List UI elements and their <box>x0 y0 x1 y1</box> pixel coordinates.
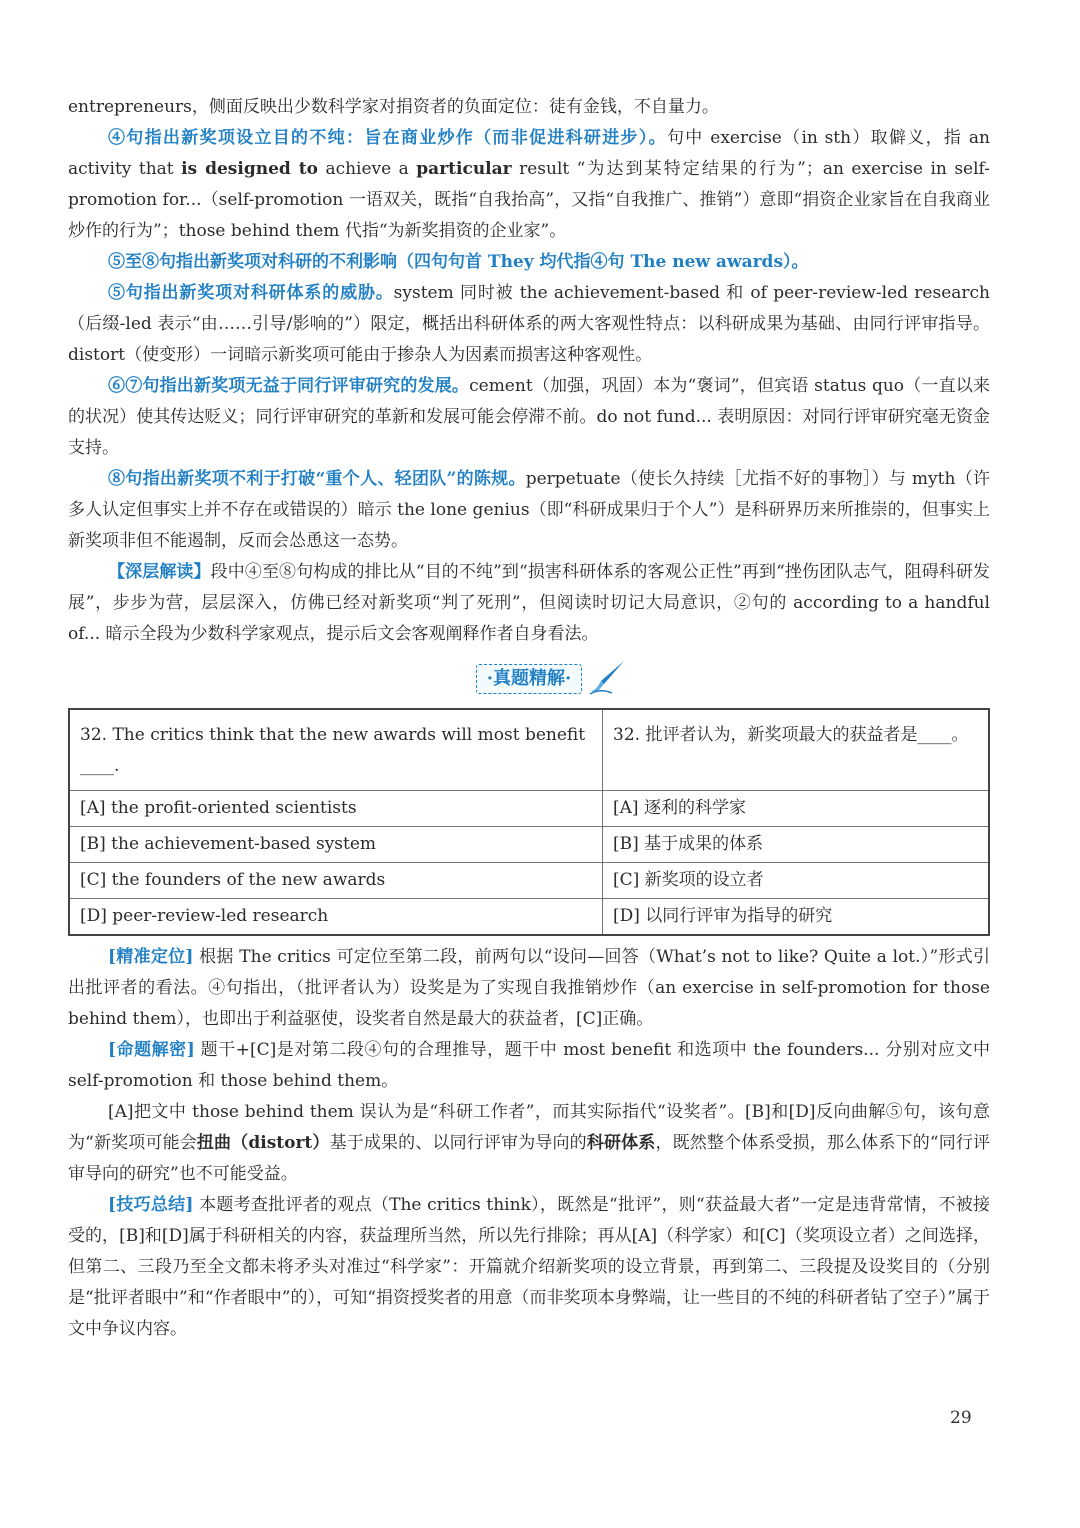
deep-reading-tag: 【深层解读】 <box>108 562 211 582</box>
question-stem-zh: 32. 批评者认为，新奖项最大的获益者是____。 <box>603 709 990 791</box>
point-heading-6-7: ⑥⑦句指出新奖项无益于同行评审研究的发展。 <box>108 376 470 396</box>
option-row-a <box>69 791 989 827</box>
section-title-label: ·真题精解· <box>476 664 583 694</box>
analysis-distractors: [A]把文中 those behind them 误认为是“科研工作者”，而其实际指代“设奖者”。[B]和[D]反向曲解⑤句，该句意为“新奖项可能会扭曲（distort）基于成果的、以同行评审为导向的科研体系，既然整个体系受损，那么体系下的“同行评审导向的研究”也不可能受益。 <box>68 1102 991 1184</box>
point-heading-8: ⑧句指出新奖项不利于打破“重个人、轻团队”的陈规。 <box>108 469 526 489</box>
question-table <box>68 708 990 936</box>
paragraph-5: ⑥⑦句指出新奖项无益于同行评审研究的发展。cement（加强，巩固）本为“褒词”，但宾语 status quo（一直以来的状况）使其传达贬义；同行评审研究的革新和发展可能会停滞不前。do not fund... 表明原因：对同行评审研究毫无资金支持。 <box>68 376 990 458</box>
option-d-en: [D] peer-review-led research <box>69 899 603 936</box>
brush-icon <box>588 658 628 698</box>
option-a-zh: [A] 逐利的科学家 <box>603 791 990 827</box>
option-b-en: [B] the achievement-based system <box>69 827 603 863</box>
point-heading-5: ⑤句指出新奖项对科研体系的威胁。 <box>108 283 394 303</box>
option-row-c <box>69 863 989 899</box>
content-area <box>68 92 990 1345</box>
option-c-en: [C] the founders of the new awards <box>69 863 603 899</box>
option-row-d <box>69 899 989 936</box>
paragraph-2: ④句指出新奖项设立目的不纯：旨在商业炒作（而非促进科研进步）。句中 exercise（in sth）取僻义，指 an activity that is designed to achieve a particular result “为达到某特定结果的行为”；an exercise in self-promotion for...（self-promotion 一语双关，既指“自我抬高”，又指“自我推广、推销”）意即“捐资企业家旨在自我商业炒作的行为”；those behind them 代指“为新奖捐资的企业家”。 <box>68 128 991 241</box>
option-b-zh: [B] 基于成果的体系 <box>603 827 990 863</box>
point-heading-4: ④句指出新奖项设立目的不纯：旨在商业炒作（而非促进科研进步）。 <box>108 128 667 148</box>
question-row <box>69 709 989 791</box>
option-a-en: [A] the profit-oriented scientists <box>69 791 603 827</box>
decode-tag: [命题解密] <box>108 1040 195 1060</box>
analysis-locate: [精准定位] 根据 The critics 可定位至第二段，前两句以“设问—回答（What’s not to like? Quite a lot.）”形式引出批评者的看法。④句指出，（批评者认为）设奖是为了实现自我推销炒作（an exercise in self-promotion for those behind them），也即出于利益驱使，设奖者自然是最大的获益者，[C]正确。 <box>68 947 991 1029</box>
paragraph-3-heading: ⑤至⑧句指出新奖项对科研的不利影响（四句句首 They 均代指④句 The new awards）。 <box>108 252 809 272</box>
paragraph-6: ⑧句指出新奖项不利于打破“重个人、轻团队”的陈规。perpetuate（使长久持续［尤指不好的事物］）与 myth（许多人认定但事实上并不存在或错误的）暗示 the lone genius（即“科研成果归于个人”）是科研界历来所推崇的，但事实上新奖项非但不能遏制，反而会怂恿这一态势。 <box>68 469 990 551</box>
analysis-decode: [命题解密] 题干+[C]是对第二段④句的合理推导，题干中 most benefit 和选项中 the founders... 分别对应文中 self-promotion 和 those behind them。 <box>68 1040 990 1091</box>
tips-tag: [技巧总结] <box>108 1195 194 1215</box>
section-title <box>68 664 990 698</box>
locate-tag: [精准定位] <box>108 947 194 967</box>
paragraph-4: ⑤句指出新奖项对科研体系的威胁。system 同时被 the achievement-based 和 of peer-review-led research（后缀-led 表示“由……引导/影响的”）限定，概括出科研体系的两大客观性特点：以科研成果为基础、由同行评审指导。distort（使变形）一词暗示新奖项可能由于掺杂人为因素而损害这种客观性。 <box>68 283 990 365</box>
option-c-zh: [C] 新奖项的设立者 <box>603 863 990 899</box>
page-number: 29 <box>950 1408 972 1428</box>
analysis-tips: [技巧总结] 本题考查批评者的观点（The critics think），既然是“批评”，则“获益最大者”一定是违背常情，不被接受的，[B]和[D]属于科研相关的内容，获益理所当然，所以先行排除；再从[A]（科学家）和[C]（奖项设立者）之间选择，但第二、三段乃至全文都未将矛头对准过“科学家”：开篇就介绍新奖项的设立背景，再到第二、三段提及设奖目的（分别是“批评者眼中”和“作者眼中”的），可知“捐资授奖者的用意（而非奖项本身弊端，让一些目的不纯的科研者钻了空子）”属于文中争议内容。 <box>68 1195 990 1339</box>
option-d-zh: [D] 以同行评审为指导的研究 <box>603 899 990 936</box>
paragraph-1: entrepreneurs，侧面反映出少数科学家对捐资者的负面定位：徒有金钱，不自量力。 <box>68 97 719 117</box>
question-stem-en: 32. The critics think that the new awards will most benefit ____. <box>69 709 603 791</box>
paragraph-7: 【深层解读】段中④至⑧句构成的排比从“目的不纯”到“损害科研体系的客观公正性”再到“挫伤团队志气，阻碍科研发展”，步步为营，层层深入，仿佛已经对新奖项“判了死刑”，但阅读时切记大局意识，②句的 according to a handful of... 暗示全段为少数科学家观点，提示后文会客观阐释作者自身看法。 <box>68 562 991 644</box>
option-row-b <box>69 827 989 863</box>
